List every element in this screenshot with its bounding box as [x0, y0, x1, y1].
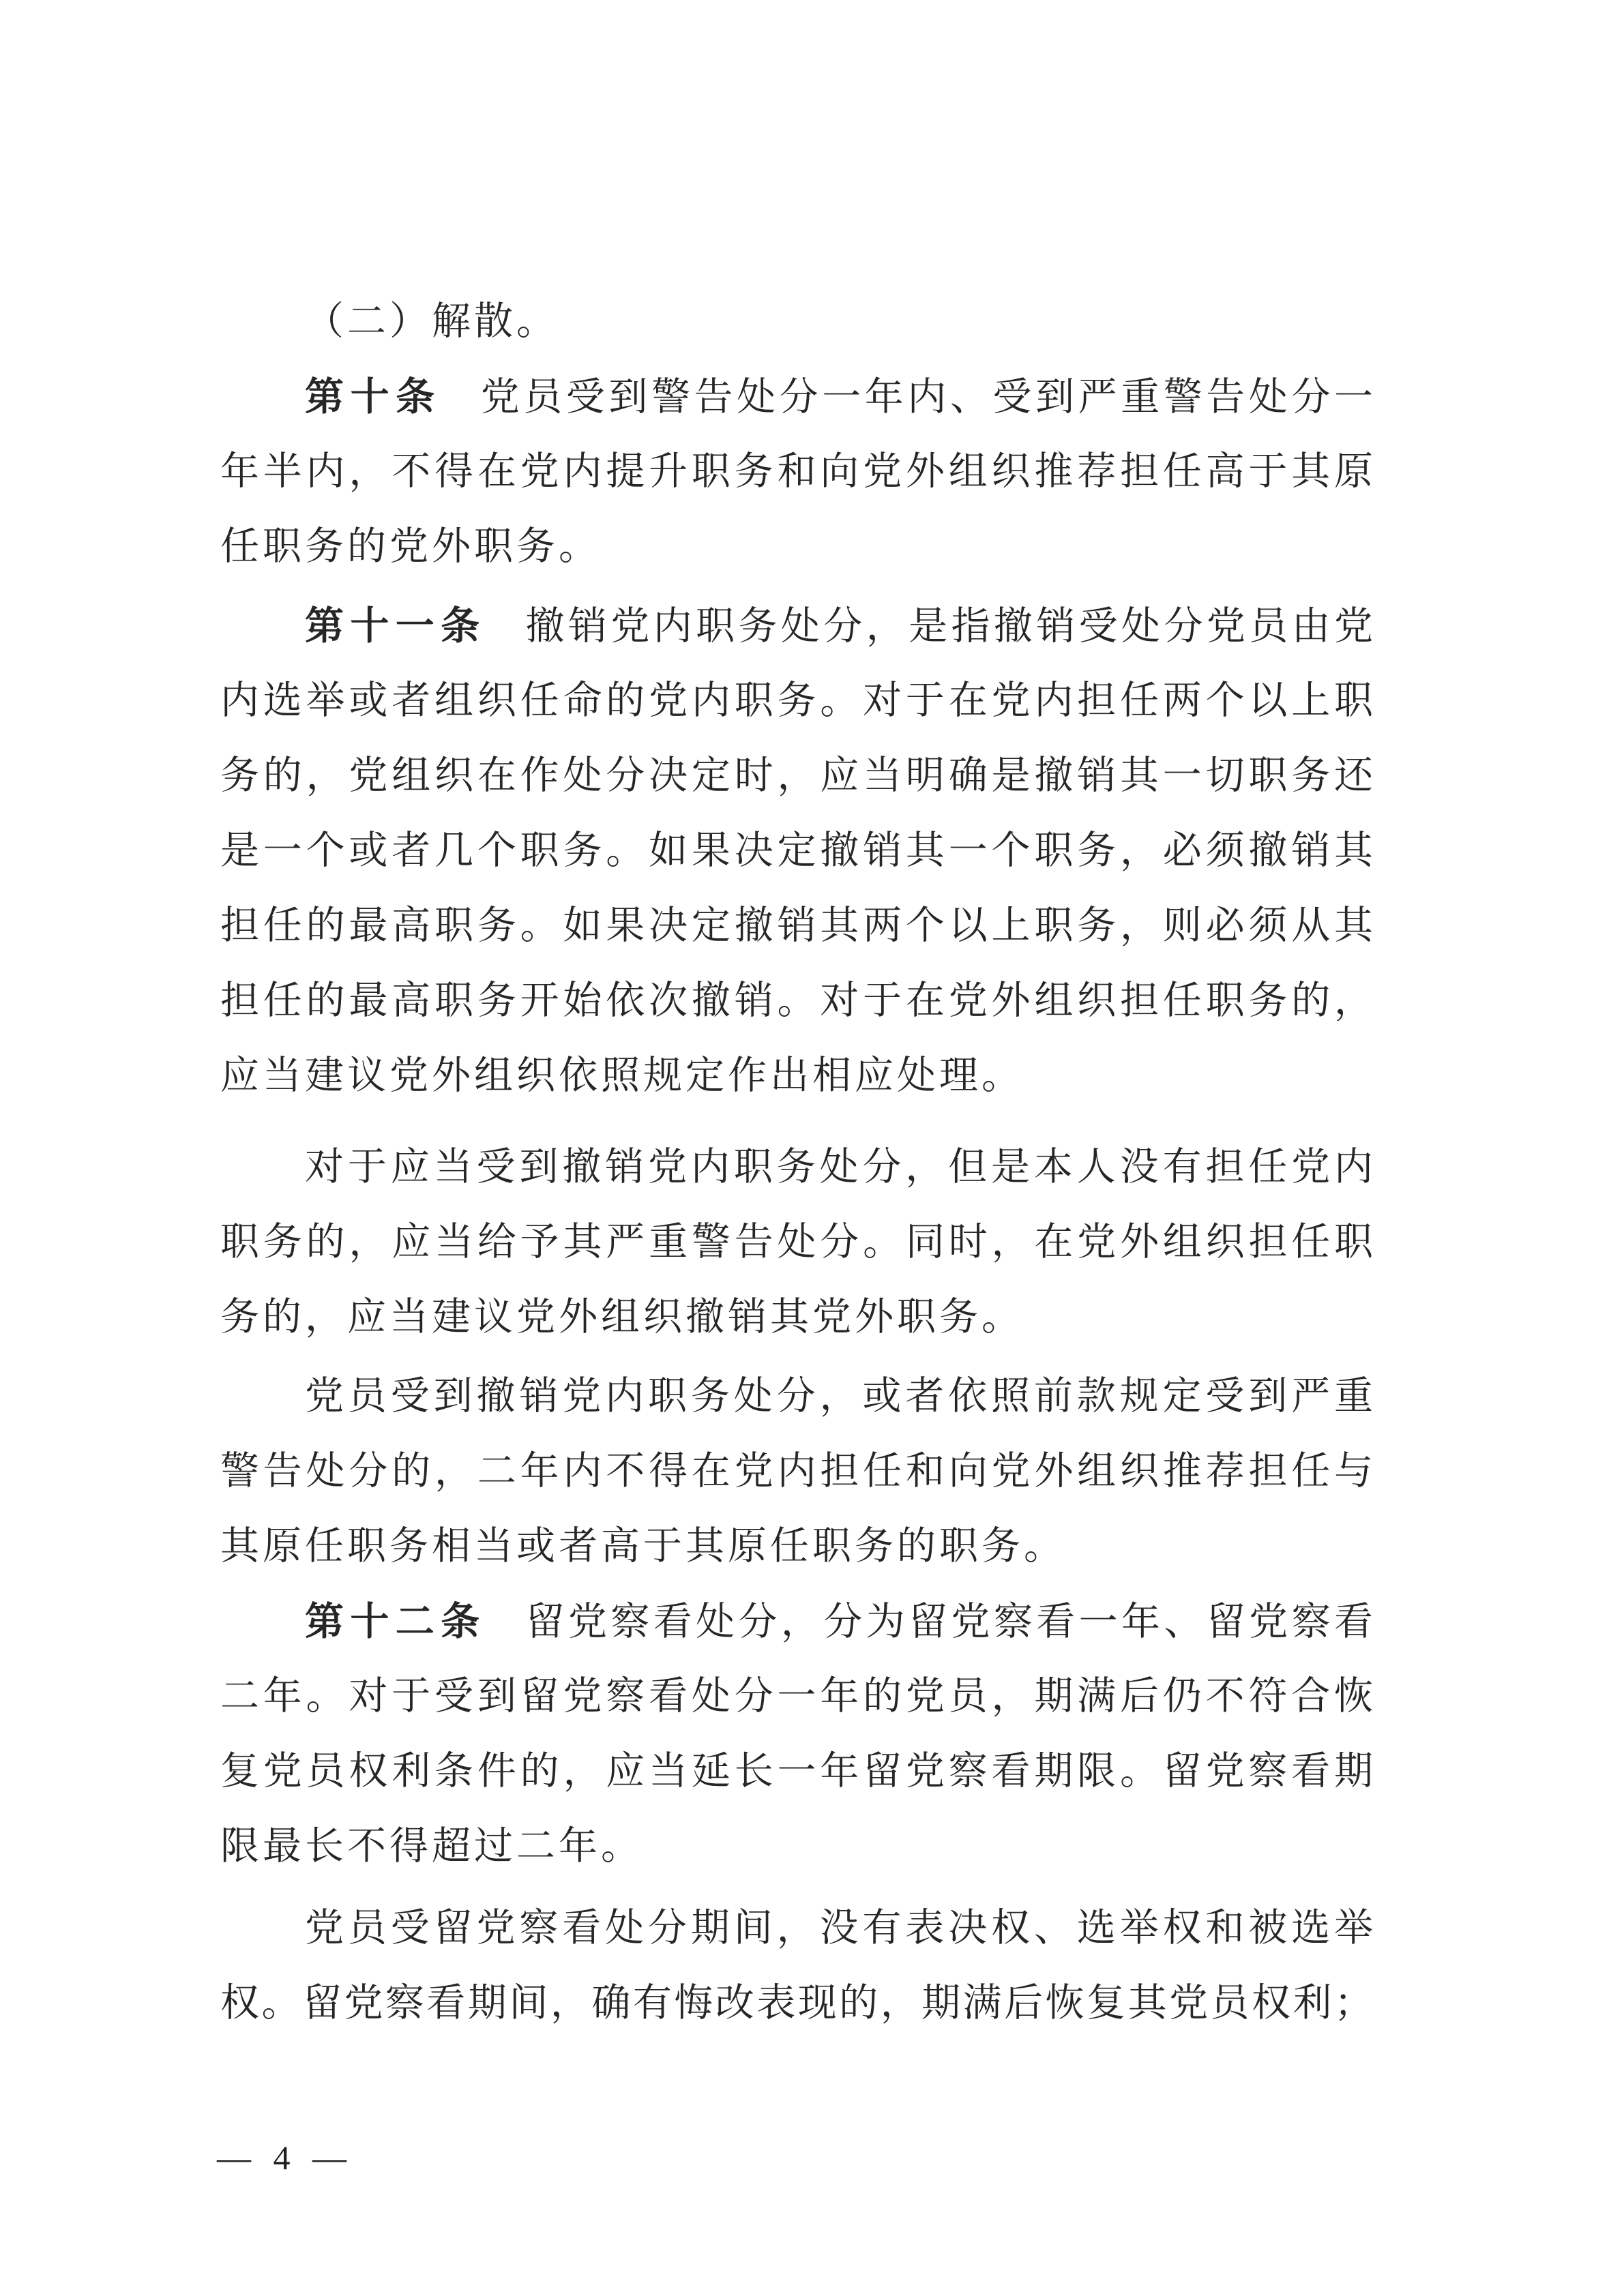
article-number: 第十条	[305, 375, 441, 419]
text-line: 年半内，不得在党内提升职务和向党外组织推荐担任高于其原	[220, 450, 1373, 493]
text-line: 对于应当受到撤销党内职务处分，但是本人没有担任党内	[305, 1146, 1373, 1189]
article-number: 第十一条	[305, 604, 486, 648]
paragraph-subitem-2	[220, 284, 1373, 359]
text-line: 党员受到撤销党内职务处分，或者依照前款规定受到严重	[305, 1375, 1373, 1418]
article-number: 第十二条	[305, 1600, 486, 1643]
text-line: 务的，党组织在作处分决定时，应当明确是撤销其一切职务还	[220, 754, 1373, 797]
page-number: — 4 —	[217, 2138, 353, 2177]
paragraph-article-12	[220, 1584, 1373, 1884]
text-line: （二）解散。	[305, 300, 559, 343]
text-line: 其原任职务相当或者高于其原任职务的职务。	[220, 1525, 1066, 1568]
text-line	[220, 588, 1373, 664]
text-line: 担任的最高职务开始依次撤销。对于在党外组织担任职务的，	[220, 979, 1373, 1022]
paragraph-article-10	[220, 359, 1373, 584]
text-line: 限最长不得超过二年。	[220, 1825, 643, 1868]
text-line: 务的，应当建议党外组织撤销其党外职务。	[220, 1296, 1024, 1339]
text-line	[220, 359, 1373, 434]
text-line: 党员受留党察看处分期间，没有表决权、选举权和被选举	[305, 1907, 1373, 1950]
text-line: 权。留党察看期间，确有悔改表现的，期满后恢复其党员权利；	[220, 1982, 1373, 2025]
text-line: 担任的最高职务。如果决定撤销其两个以上职务，则必须从其	[220, 904, 1373, 947]
paragraph-body	[220, 1130, 1373, 1355]
article-text: 留党察看处分，分为留党察看一年、留党察看	[525, 1600, 1374, 1643]
article-text: 党员受到警告处分一年内、受到严重警告处分一	[480, 376, 1374, 419]
text-line: 复党员权利条件的，应当延长一年留党察看期限。留党察看期	[220, 1750, 1373, 1793]
article-text: 撤销党内职务处分，是指撤销受处分党员由党	[525, 605, 1374, 648]
text-line: 内选举或者组织任命的党内职务。对于在党内担任两个以上职	[220, 679, 1373, 722]
text-line: 应当建议党外组织依照规定作出相应处理。	[220, 1054, 1024, 1097]
paragraph-body	[220, 1359, 1373, 1584]
paragraph-article-11	[220, 588, 1373, 1114]
text-line: 二年。对于受到留党察看处分一年的党员，期满后仍不符合恢	[220, 1675, 1373, 1718]
text-line	[220, 1584, 1373, 1659]
text-line: 职务的，应当给予其严重警告处分。同时，在党外组织担任职	[220, 1221, 1373, 1264]
document-text-block	[220, 284, 1373, 2041]
text-line: 任职务的党外职务。	[220, 525, 601, 568]
text-line: 警告处分的，二年内不得在党内担任和向党外组织推荐担任与	[220, 1450, 1373, 1493]
text-line: 是一个或者几个职务。如果决定撤销其一个职务，必须撤销其	[220, 829, 1373, 872]
paragraph-body	[220, 1891, 1373, 2041]
